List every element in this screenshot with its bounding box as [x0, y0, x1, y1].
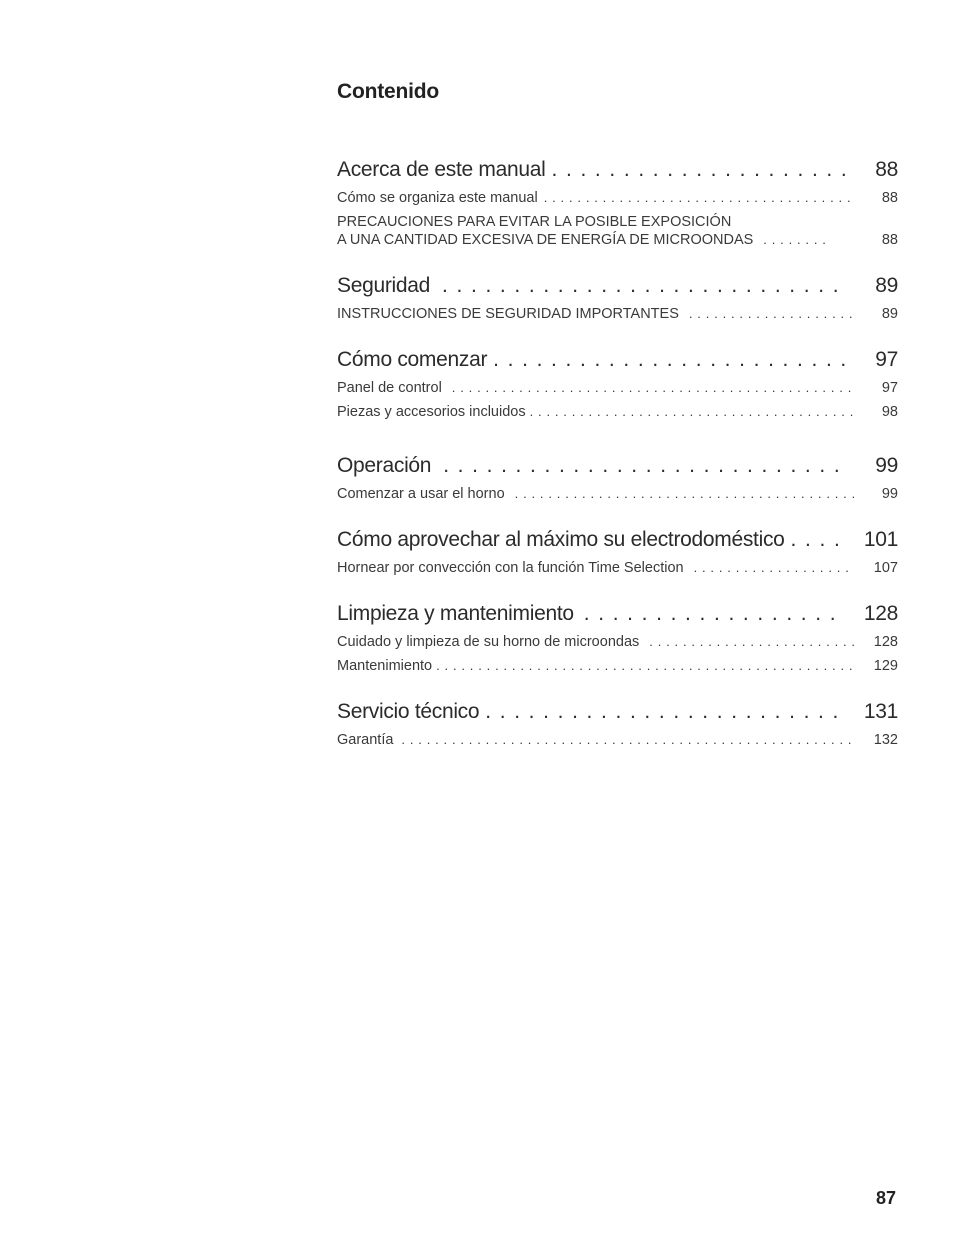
- toc-entry[interactable]: [337, 270, 898, 302]
- dot-leader: [546, 154, 847, 186]
- toc-subentry[interactable]: [337, 728, 898, 752]
- toc-entry-page: 99: [875, 454, 898, 477]
- toc-subentry-label-line2: A UNA CANTIDAD EXCESIVA DE ENERGÍA DE MICROONDAS: [337, 232, 754, 248]
- toc-entry-page: 101: [863, 528, 898, 551]
- page-number: 87: [876, 1188, 897, 1208]
- toc-subentry[interactable]: [337, 376, 898, 400]
- toc-subentry-page: 89: [881, 306, 898, 322]
- dot-leader: [574, 598, 846, 630]
- dot-leader: [753, 231, 825, 248]
- toc-entry[interactable]: [337, 344, 898, 376]
- dot-leader: [432, 654, 854, 678]
- dot-leader: [785, 524, 846, 556]
- toc-subentry[interactable]: [337, 556, 898, 580]
- toc-subentry-label: Panel de control: [337, 380, 442, 396]
- toc-section-seguridad: [337, 270, 898, 326]
- dot-leader: [431, 450, 846, 482]
- toc-section-acerca: [337, 154, 898, 248]
- toc-subentry[interactable]: [337, 186, 898, 210]
- toc-entry-label: Cómo comenzar: [337, 348, 488, 371]
- toc-subentry-label: Cuidado y limpieza de su horno de microondas: [337, 634, 640, 650]
- toc-entry-page: 89: [875, 274, 898, 297]
- toc-entry-page: 97: [875, 348, 898, 371]
- dot-leader: [684, 556, 854, 580]
- dot-leader: [430, 270, 846, 302]
- toc-subentry-label: Hornear por convección con la función Time Selection: [337, 560, 684, 576]
- toc-subentry[interactable]: [337, 630, 898, 654]
- toc-subentry-label-line1: PRECAUCIONES PARA EVITAR LA POSIBLE EXPOSICIÓN: [337, 214, 732, 230]
- toc-entry-label: Servicio técnico: [337, 700, 480, 723]
- toc-subentry[interactable]: [337, 654, 898, 678]
- toc-entry[interactable]: [337, 154, 898, 186]
- dot-leader: [479, 696, 846, 728]
- toc-section-limpieza: [337, 598, 898, 678]
- toc-entry-label: Operación: [337, 454, 432, 477]
- table-of-contents: [337, 154, 898, 752]
- dot-leader: [538, 186, 854, 210]
- dot-leader: [393, 728, 854, 752]
- toc-section-comenzar: [337, 344, 898, 424]
- toc-entry-label: Seguridad: [337, 274, 431, 297]
- toc-subentry-label: Cómo se organiza este manual: [337, 190, 538, 206]
- dot-leader: [639, 630, 854, 654]
- dot-leader: [505, 482, 854, 506]
- toc-subentry-page: 99: [881, 486, 898, 502]
- toc-subentry[interactable]: [337, 400, 898, 424]
- toc-subentry-multiline[interactable]: [337, 214, 898, 248]
- toc-entry-page: 128: [863, 602, 898, 625]
- toc-subentry-page: 97: [881, 380, 898, 396]
- dot-leader: [487, 344, 846, 376]
- toc-section-operacion: [337, 450, 898, 506]
- toc-subentry-page: 88: [881, 190, 898, 206]
- toc-subentry[interactable]: [337, 302, 898, 326]
- dot-leader: [526, 400, 854, 424]
- toc-subentry-label: Garantía: [337, 732, 394, 748]
- toc-subentry-page: 129: [873, 658, 898, 674]
- toc-entry[interactable]: [337, 524, 898, 556]
- toc-subentry-label: Mantenimiento: [337, 658, 433, 674]
- toc-subentry-page: 98: [881, 404, 898, 420]
- toc-subentry-label: INSTRUCCIONES DE SEGURIDAD IMPORTANTES: [337, 306, 679, 322]
- toc-subentry-page: 107: [873, 560, 898, 576]
- toc-subentry-page: 132: [873, 732, 898, 748]
- toc-subentry-label: Piezas y accesorios incluidos: [337, 404, 526, 420]
- toc-section-aprovechar: [337, 524, 898, 580]
- toc-entry-label: Cómo aprovechar al máximo su electrodoméstico: [337, 528, 785, 551]
- toc-entry[interactable]: [337, 598, 898, 630]
- dot-leader: [442, 376, 854, 400]
- toc-entry-page: 88: [875, 158, 898, 181]
- toc-subentry-page: 88: [881, 232, 898, 248]
- toc-entry-label: Limpieza y mantenimiento: [337, 602, 574, 625]
- toc-subentry-label: Comenzar a usar el horno: [337, 486, 505, 502]
- page-title: Contenido: [337, 80, 440, 103]
- toc-entry-page: 131: [863, 700, 898, 723]
- toc-subentry[interactable]: [337, 482, 898, 506]
- dot-leader: [679, 302, 854, 326]
- toc-entry[interactable]: [337, 450, 898, 482]
- toc-entry[interactable]: [337, 696, 898, 728]
- toc-section-servicio: [337, 696, 898, 752]
- toc-entry-label: Acerca de este manual: [337, 158, 546, 181]
- toc-subentry-page: 128: [873, 634, 898, 650]
